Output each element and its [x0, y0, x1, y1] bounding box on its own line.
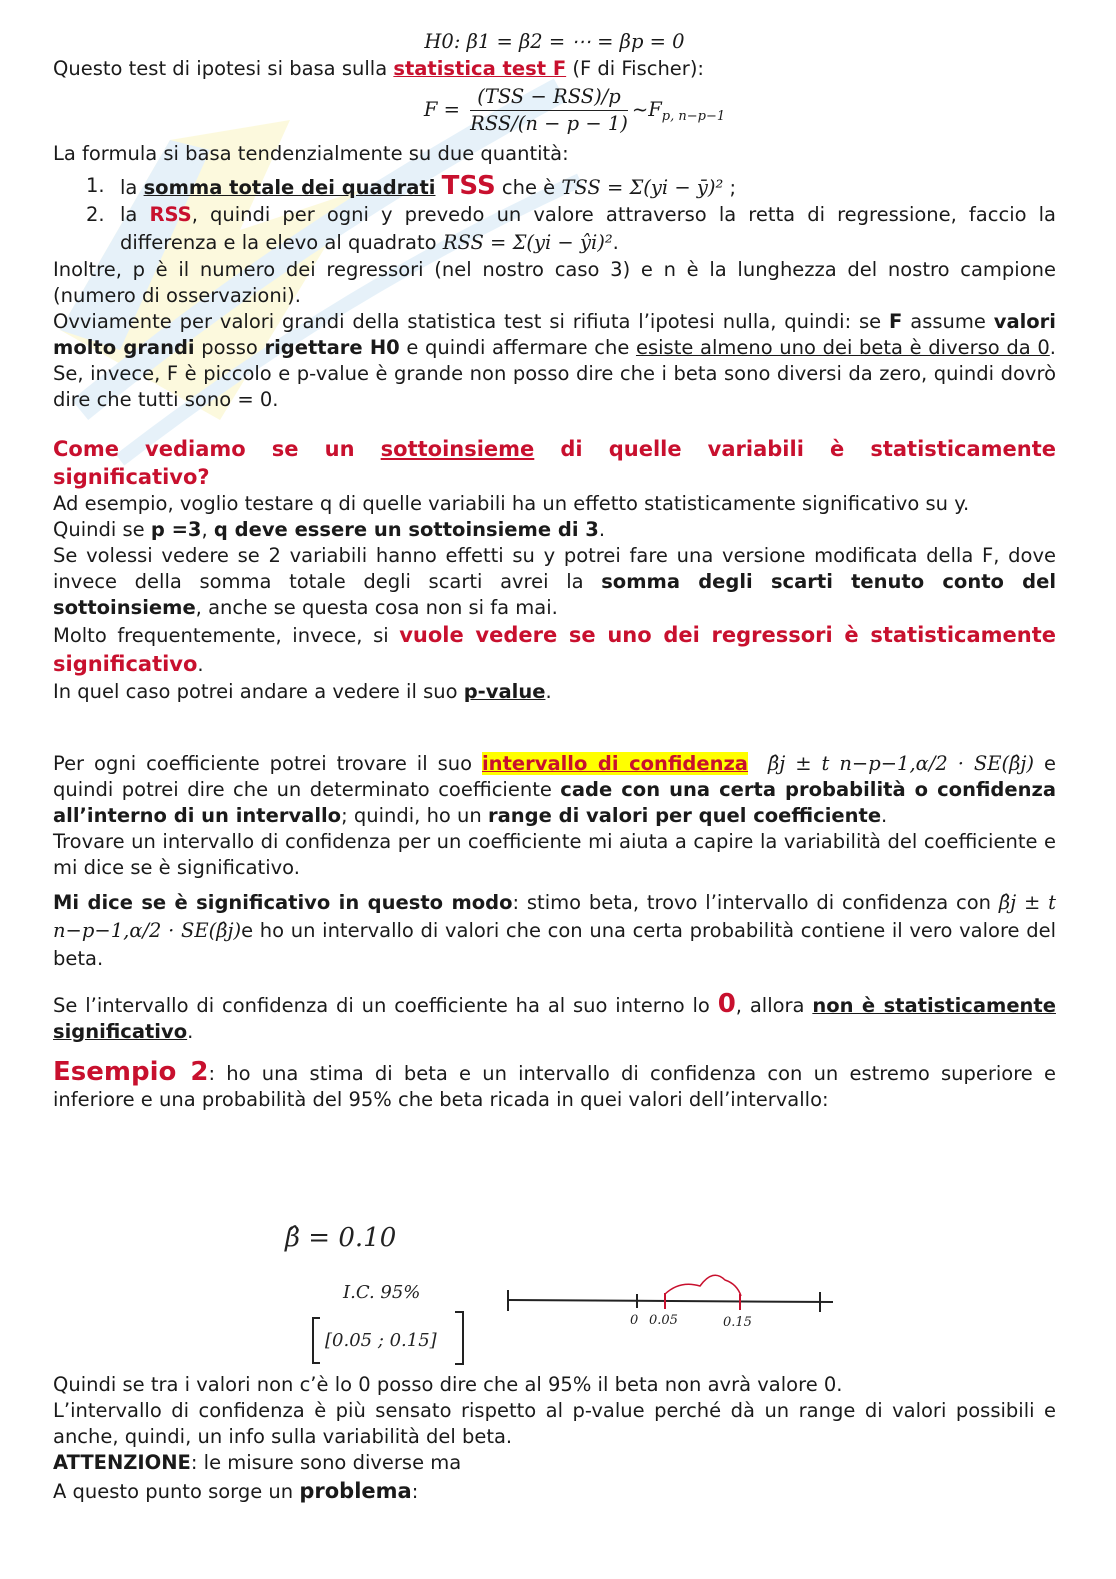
text: e quindi affermare che	[399, 336, 636, 359]
section-heading-subset	[53, 435, 1056, 491]
text: , anche se questa cosa non si fa mai.	[195, 596, 558, 619]
paragraph-significance-method	[53, 889, 1056, 973]
paragraph-two-quantities: La formula si basa tendenzialmente su due quantità:	[53, 142, 569, 165]
text: : ho una stima di beta e un intervallo di confidenza con un estremo superiore e inferiore e una probabilità del 95% che beta ricada in quei valori dell’intervallo:	[53, 1062, 1056, 1111]
f-distribution-df: p, n−p−1	[661, 109, 726, 124]
text-bold: F	[889, 310, 903, 333]
text-bold: valori molto grandi	[53, 310, 1056, 359]
text: , allora	[735, 994, 813, 1017]
paragraph-zero-in-interval	[53, 991, 1056, 1045]
tss-formula: TSS = Σ(yi − ȳ)²	[561, 176, 724, 199]
text: e quindi potrei dire che un determinato coefficiente	[53, 752, 1057, 801]
term-zero: 0	[717, 989, 736, 1019]
text: ;	[723, 176, 737, 199]
sketch-label-005: 0.05	[649, 1313, 678, 1328]
text: .	[187, 1020, 194, 1043]
text: assume	[902, 310, 994, 333]
text: Se l’intervallo di confidenza di un coefficiente ha al suo interno lo	[53, 994, 718, 1017]
text-bold: p =3	[150, 518, 202, 541]
handwritten-interval-sketch	[275, 1208, 835, 1370]
paragraph-example-q: Ad esempio, voglio testare q di quelle variabili ha un effetto statisticamente significativo su y.	[53, 492, 970, 515]
text: : stimo beta, trovo l’intervallo di confidenza con	[512, 891, 999, 914]
text-bold: cade con una certa probabilità o confidenza all’interno di un intervallo	[53, 778, 1056, 827]
text-bold-underlined: non è statisticamente significativo	[53, 994, 1056, 1043]
text-bold: somma degli scarti tenuto conto del sottoinsieme	[53, 570, 1057, 619]
list-number: 2.	[86, 203, 105, 226]
text-red-bold: vuole vedere se uno dei regressori è statisticamente significativo	[53, 623, 1056, 676]
text: Per ogni coefficiente potrei trovare il suo	[53, 752, 482, 775]
paragraph-problema	[53, 1478, 1056, 1505]
text: ; quindi, ho un	[341, 804, 488, 827]
paragraph-esempio-2	[53, 1059, 1056, 1113]
text: posso	[194, 336, 265, 359]
text: (F di Fischer):	[566, 57, 705, 80]
text-underlined: sottoinsieme	[380, 437, 535, 461]
text: Questo test di ipotesi si basa sulla	[53, 57, 394, 80]
term-intervallo-confidenza: intervallo di confidenza	[482, 752, 748, 775]
term-statistica-test-f: statistica test F	[393, 57, 567, 80]
sketch-interval: [0.05 ; 0.15]	[325, 1330, 437, 1351]
ci-formula: β̂j ± t n−p−1,α/2 · SE(β̂j)	[767, 752, 1035, 775]
sketch-beta-estimate: β̂ = 0.10	[285, 1223, 397, 1253]
rss-formula: RSS = Σ(yi − ŷi)²	[442, 231, 613, 254]
term-tss: TSS	[441, 171, 496, 201]
f-distribution: ~F	[631, 98, 662, 121]
text: .	[612, 231, 619, 254]
text: la	[120, 176, 144, 199]
sketch-ic-label: I.C. 95%	[343, 1282, 421, 1303]
text: A questo punto sorge un	[53, 1480, 300, 1503]
f-lhs: F =	[423, 98, 460, 121]
text: che è	[495, 176, 562, 199]
text: Ovviamente per valori grandi della statistica test si rifiuta l’ipotesi nulla, quindi: se	[53, 310, 890, 333]
paragraph-variability: Trovare un intervallo di confidenza per un coefficiente mi aiuta a capire la variabilità del coefficiente e mi dice se è significativo.	[53, 830, 1056, 879]
text: la	[120, 203, 150, 226]
sketch-label-zero: 0	[630, 1313, 639, 1328]
paragraph-reject-h0	[53, 309, 1056, 413]
paragraph-modified-f	[53, 543, 1056, 621]
text: . Se, invece, F è piccolo e p-value è grande non posso dire che i beta sono diversi da zero, quindi dovrò dire che tutti sono = 0.	[53, 336, 1056, 411]
paragraph-p-value	[53, 679, 1056, 705]
f-formula	[93, 84, 1056, 137]
f-numerator: (TSS − RSS)/p	[470, 84, 628, 111]
paragraph-confidence-interval	[53, 751, 1056, 829]
term-rss: RSS	[149, 203, 192, 226]
text: .	[545, 680, 552, 703]
list-item-rss	[53, 201, 1056, 257]
paragraph-zero-conclusion: Quindi se tra i valori non c’è lo 0 posso dire che al 95% il beta non avrà valore 0.	[53, 1373, 843, 1396]
sketch-brace-red	[665, 1275, 741, 1296]
text-bold: range di valori per quel coefficiente	[487, 804, 882, 827]
text-bold: ATTENZIONE	[53, 1451, 191, 1474]
text: Molto frequentemente, invece, si	[53, 624, 400, 647]
h0-formula: H0: β1 = β2 = ⋯ = βp = 0	[424, 30, 685, 53]
sketch-bracket-right	[455, 1312, 463, 1364]
paragraph-attenzione	[53, 1450, 1056, 1476]
text-bold: rigettare H0	[264, 336, 400, 359]
list-item-tss	[53, 173, 1056, 201]
sketch-axis	[507, 1300, 833, 1302]
paragraph-f-test	[53, 56, 1056, 82]
paragraph-ci-vs-pvalue: L’intervallo di confidenza è più sensato rispetto al p-value perché dà un range di valori possibili e anche, quindi, un info sulla variabilità del beta.	[53, 1399, 1056, 1448]
paragraph-p3-q	[53, 517, 1056, 543]
term-somma-totale: somma totale dei quadrati	[143, 176, 436, 199]
text: Se volessi vedere se 2 variabili hanno effetti su y potrei fare una versione modificata della F, dove invece della somma totale degli scarti avrei la	[53, 544, 1056, 593]
heading-esempio-2: Esempio 2	[53, 1057, 209, 1087]
f-denominator: RSS/(n − p − 1)	[470, 112, 628, 135]
text: Come vediamo se un	[53, 437, 381, 461]
text: .	[881, 804, 888, 827]
list-number: 1.	[86, 174, 105, 197]
text: : le misure sono diverse ma	[190, 1451, 462, 1474]
text: di quelle variabili è statisticamente significativo?	[53, 437, 1056, 489]
text: .	[598, 518, 606, 541]
sketch-label-015: 0.15	[723, 1315, 752, 1330]
text: In quel caso potrei andare a vedere il suo	[53, 680, 464, 703]
text-underlined: esiste almeno uno dei beta è diverso da 0	[635, 336, 1050, 359]
text-bold: q deve essere un sottoinsieme di 3	[213, 518, 599, 541]
paragraph-p-n: Inoltre, p è il numero dei regressori (nel nostro caso 3) e n è la lunghezza del nostro campione (numero di osservazioni).	[53, 258, 1056, 307]
text: .	[197, 653, 204, 676]
text-bold: problema	[299, 1479, 412, 1503]
text: ,	[201, 518, 214, 541]
text: Quindi se	[53, 518, 151, 541]
text-bold: Mi dice se è significativo in questo modo	[53, 891, 513, 914]
f-fraction	[470, 84, 628, 137]
paragraph-single-regressor	[53, 621, 1056, 679]
sketch-bracket-left	[313, 1318, 320, 1363]
term-p-value: p-value	[463, 680, 546, 703]
text: e ho un intervallo di valori che con una certa probabilità contiene il vero valore del beta.	[53, 919, 1056, 970]
bottom-paragraphs	[53, 1372, 1056, 1505]
text: , quindi per ogni y prevedo un valore attraverso la retta di regressione, faccio la differenza e la elevo al quadrato	[120, 203, 1056, 254]
text: :	[411, 1480, 419, 1503]
ci-formula-2: β̂j ± t n−p−1,α/2 · SE(β̂j)	[53, 891, 1056, 942]
